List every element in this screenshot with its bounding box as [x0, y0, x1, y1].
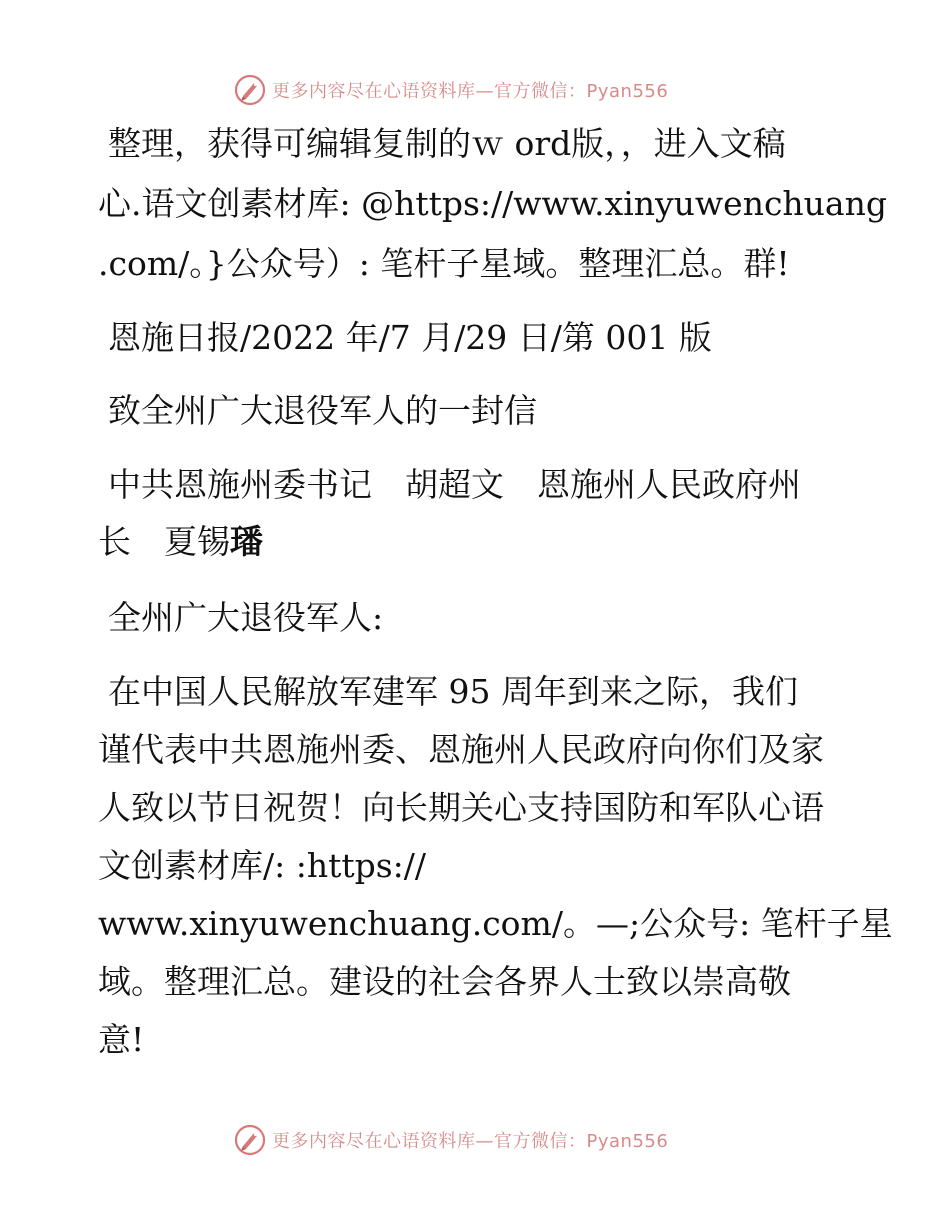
- text-line: .com/。}公众号）: 笔杆子星域。整理汇总。群!: [98, 244, 790, 283]
- watermark-text: 更多内容尽在心语资料库—官方微信：Pyan556: [272, 1131, 669, 1152]
- author-line: 中共恩施州委书记 胡超文 恩施州人民政府州: [108, 465, 801, 504]
- footer-watermark: [234, 1122, 668, 1158]
- text-line: 文创素材库/: :https://: [98, 846, 427, 885]
- text-line: 域。整理汇总。建设的社会各界人士致以崇高敬: [98, 962, 791, 1001]
- pen-logo-icon: [234, 1124, 266, 1156]
- letter-title: 致全州广大退役军人的一封信: [108, 391, 537, 430]
- text-line: www.xinyuwenchuang.com/。—;公众号: 笔杆子星: [98, 904, 893, 943]
- text-line: 谨代表中共恩施州委、恩施州人民政府向你们及家: [98, 730, 824, 769]
- author-name-bold-char: 璠: [230, 522, 263, 561]
- watermark-text: 更多内容尽在心语资料库—官方微信：Pyan556: [272, 81, 669, 102]
- author-name-text: 长 夏锡: [98, 522, 230, 561]
- text-line: 整理，获得可编辑复制的ｗ ord版，，进入文稿: [108, 124, 786, 163]
- header-watermark: [234, 72, 668, 108]
- pen-logo-icon: [234, 74, 266, 106]
- text-line: 心.语文创素材库: @https://www.xinyuwenchuang: [98, 184, 887, 223]
- author-line-continued: [98, 522, 950, 562]
- text-line: 意!: [98, 1020, 145, 1059]
- newspaper-source-line: 恩施日报/2022 年/7 月/29 日/第 001 版: [108, 318, 712, 357]
- text-line: 在中国人民解放军建军 95 周年到来之际，我们: [108, 672, 798, 711]
- text-line: 人致以节日祝贺！向长期关心支持国防和军队心语: [98, 788, 824, 827]
- salutation: 全州广大退役军人:: [108, 598, 384, 637]
